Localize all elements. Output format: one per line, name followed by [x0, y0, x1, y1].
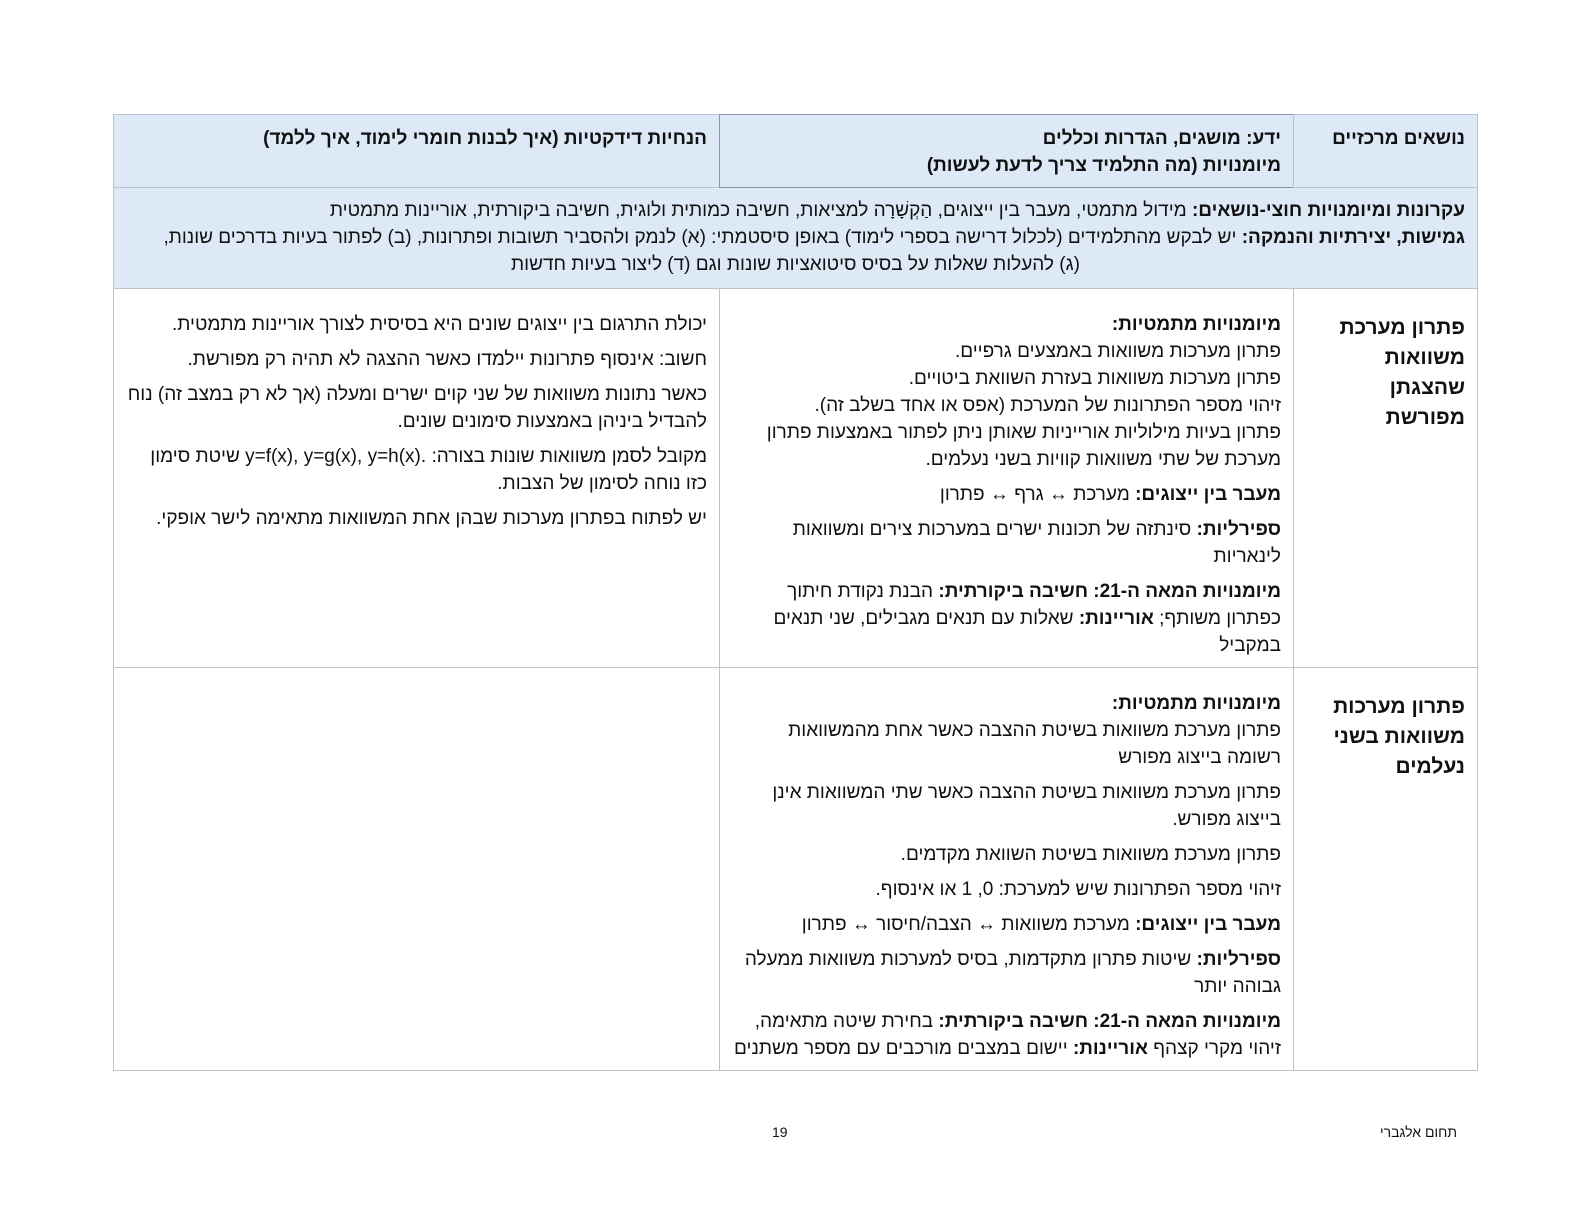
didactic-cell [114, 289, 720, 668]
representations-line [732, 481, 1281, 508]
didactic-notation-text: מקובל לסמן משוואות שונות בצורה: [431, 446, 707, 467]
cross-principles-label: עקרונות ומיומנויות חוצי-נושאים: [1191, 200, 1465, 221]
literacy-label: אוריינות: [1078, 608, 1154, 629]
critical-thinking-text: בחירת שיטה מתאימה, זיהוי מקרי קצהף [754, 1011, 1281, 1059]
cross-flexibility-line [126, 224, 1465, 251]
header-topics-label: נושאים מרכזיים [1332, 128, 1465, 149]
didactic-item: חשוב: אינסוף פתרונות יילמדו כאשר ההצגה לא תהיה רק מפורשת. [187, 349, 707, 370]
math-skill-item: זיהוי מספר הפתרונות של המערכת (אפס או אחד בשלב זה). [814, 395, 1281, 416]
cross-principles-text: מידול מתמטי, מעבר בין ייצוגים, הַקְשָׁרָה למציאות, חשיבה כמותית ולוגית, חשיבה ביקורתית, אוריינות מתמטית [329, 200, 1187, 221]
page-number: 19 [772, 1124, 788, 1140]
header-didactic [114, 115, 720, 188]
spiral-label: ספירליות: [1196, 949, 1281, 970]
spiral-line [732, 516, 1281, 570]
didactic-notation-formula: y=f(x), y=g(x), y=h(x). [245, 446, 427, 467]
math-skills-label: מיומנויות מתמטיות: [1111, 693, 1281, 714]
critical-thinking-label: חשיבה ביקורתית: [938, 1011, 1088, 1032]
didactic-notation-item [126, 443, 707, 497]
curriculum-table [113, 114, 1478, 1071]
literacy-label: אוריינות: [1072, 1038, 1148, 1059]
representations-label: מעבר בין ייצוגים: [1135, 484, 1281, 505]
c21-label: מיומנויות המאה ה-21: [1093, 581, 1281, 602]
topic-cell [1294, 289, 1478, 668]
skills-cell [720, 668, 1294, 1071]
didactic-item: יכולת התרגום בין ייצוגים שונים היא בסיסית לצורך אוריינות מתמטית. [172, 314, 707, 335]
representations-line [732, 911, 1281, 938]
cross-flexibility-text: יש לבקש מהתלמידים (לכלול דרישה בספרי לימוד) באופן סיסטמתי: (א) לנמק ולהסביר תשובות ופתרונות, (ב) לפתור בעיות בדרכים שונות, [163, 227, 1237, 248]
didactic-item: יש לפתוח בפתרון מערכות שבהן אחת המשוואות מתאימה לישר אופקי. [156, 508, 707, 529]
header-topics [1294, 115, 1478, 188]
representations-text: מערכת ↔ גרף ↔ פתרון [939, 484, 1130, 505]
cross-principles-line [126, 197, 1465, 224]
literacy-text: שאלות עם תנאים מגבילים, שני תנאים במקביל [773, 608, 1281, 656]
didactic-cell-empty [114, 668, 720, 1071]
header-knowledge-line1: ידע: מושגים, הגדרות וכללים [1042, 128, 1281, 149]
cross-topic-cell [114, 188, 1478, 289]
c21-line [732, 578, 1281, 659]
header-row [114, 115, 1478, 188]
spiral-label: ספירליות: [1196, 519, 1281, 540]
spiral-text: סינתזה של תכונות ישרים במערכות צירים ומשוואות לינאריות [792, 519, 1281, 567]
spiral-text: שיטות פתרון מתקדמות, בסיס למערכות משוואות ממעלה גבוהה יותר [744, 949, 1281, 997]
critical-thinking-label: חשיבה ביקורתית: [938, 581, 1088, 602]
representations-label: מעבר בין ייצוגים: [1135, 914, 1281, 935]
cross-topic-row [114, 188, 1478, 289]
math-skill-item: זיהוי מספר הפתרונות שיש למערכת: 0, 1 או אינסוף. [875, 879, 1281, 900]
didactic-item: כאשר נתונות משוואות של שני קוים ישרים ומעלה (אך לא רק במצב זה) נוח להבדיל ביניהן באמצעות סימונים שונים. [127, 384, 707, 432]
topic-cell [1294, 668, 1478, 1071]
c21-label: מיומנויות המאה ה-21: [1093, 1011, 1281, 1032]
table-row-two-unknowns [114, 668, 1478, 1071]
cross-flexibility-text-cont: (ג) להעלות שאלות על בסיס סיטואציות שונות וגם (ד) ליצור בעיות חדשות [511, 254, 1080, 275]
math-skill-item: פתרון מערכת משוואות בשיטת השוואת מקדמים. [900, 844, 1281, 865]
header-didactic-label: הנחיות דידקטיות (איך לבנות חומרי לימוד, איך ללמד) [263, 128, 707, 149]
math-skill-item: פתרון מערכות משוואות באמצעים גרפיים. [954, 341, 1281, 362]
c21-line [732, 1008, 1281, 1062]
skills-cell [720, 289, 1294, 668]
footer-section-title: תחום אלגברי [1380, 1124, 1457, 1140]
critical-thinking-text: הבנת נקודת חיתוך כפתרון משותף; [787, 581, 1281, 629]
literacy-text: יישום במצבים מורכבים עם מספר משתנים [734, 1038, 1068, 1059]
math-skills-label: מיומנויות מתמטיות: [1111, 314, 1281, 335]
cross-flexibility-label: גמישות, יצירתיות והנמקה: [1241, 227, 1465, 248]
representations-text: מערכת משוואות ↔ הצבה/חיסור ↔ פתרון [801, 914, 1130, 935]
topic-title: פתרון מערכת משוואות שהצגתן מפורשת [1339, 316, 1465, 429]
topic-title: פתרון מערכות משוואות בשני נעלמים [1333, 695, 1465, 778]
spiral-line [732, 946, 1281, 1000]
math-skill-item: פתרון מערכת משוואות בשיטת ההצבה כאשר אחת מהמשוואות רשומה בייצוג מפורש [788, 720, 1281, 768]
didactic-notation-text-cont: שיטת סימון כזו נוחה לסימון של הצבות. [150, 446, 707, 494]
table-row-explicit-systems [114, 289, 1478, 668]
math-skill-item: פתרון מערכות משוואות בעזרת השוואת ביטויים. [908, 368, 1281, 389]
header-knowledge [720, 115, 1294, 188]
math-skill-item: פתרון מערכת משוואות בשיטת ההצבה כאשר שתי המשוואות אינן בייצוג מפורש. [772, 782, 1281, 830]
header-knowledge-line2: מיומנויות (מה התלמיד צריך לדעת לעשות) [926, 155, 1281, 176]
math-skill-item: פתרון בעיות מילוליות אורייניות שאותן ניתן לפתור באמצעות פתרון מערכת של שתי משוואות קוויות בשני נעלמים. [766, 422, 1281, 470]
